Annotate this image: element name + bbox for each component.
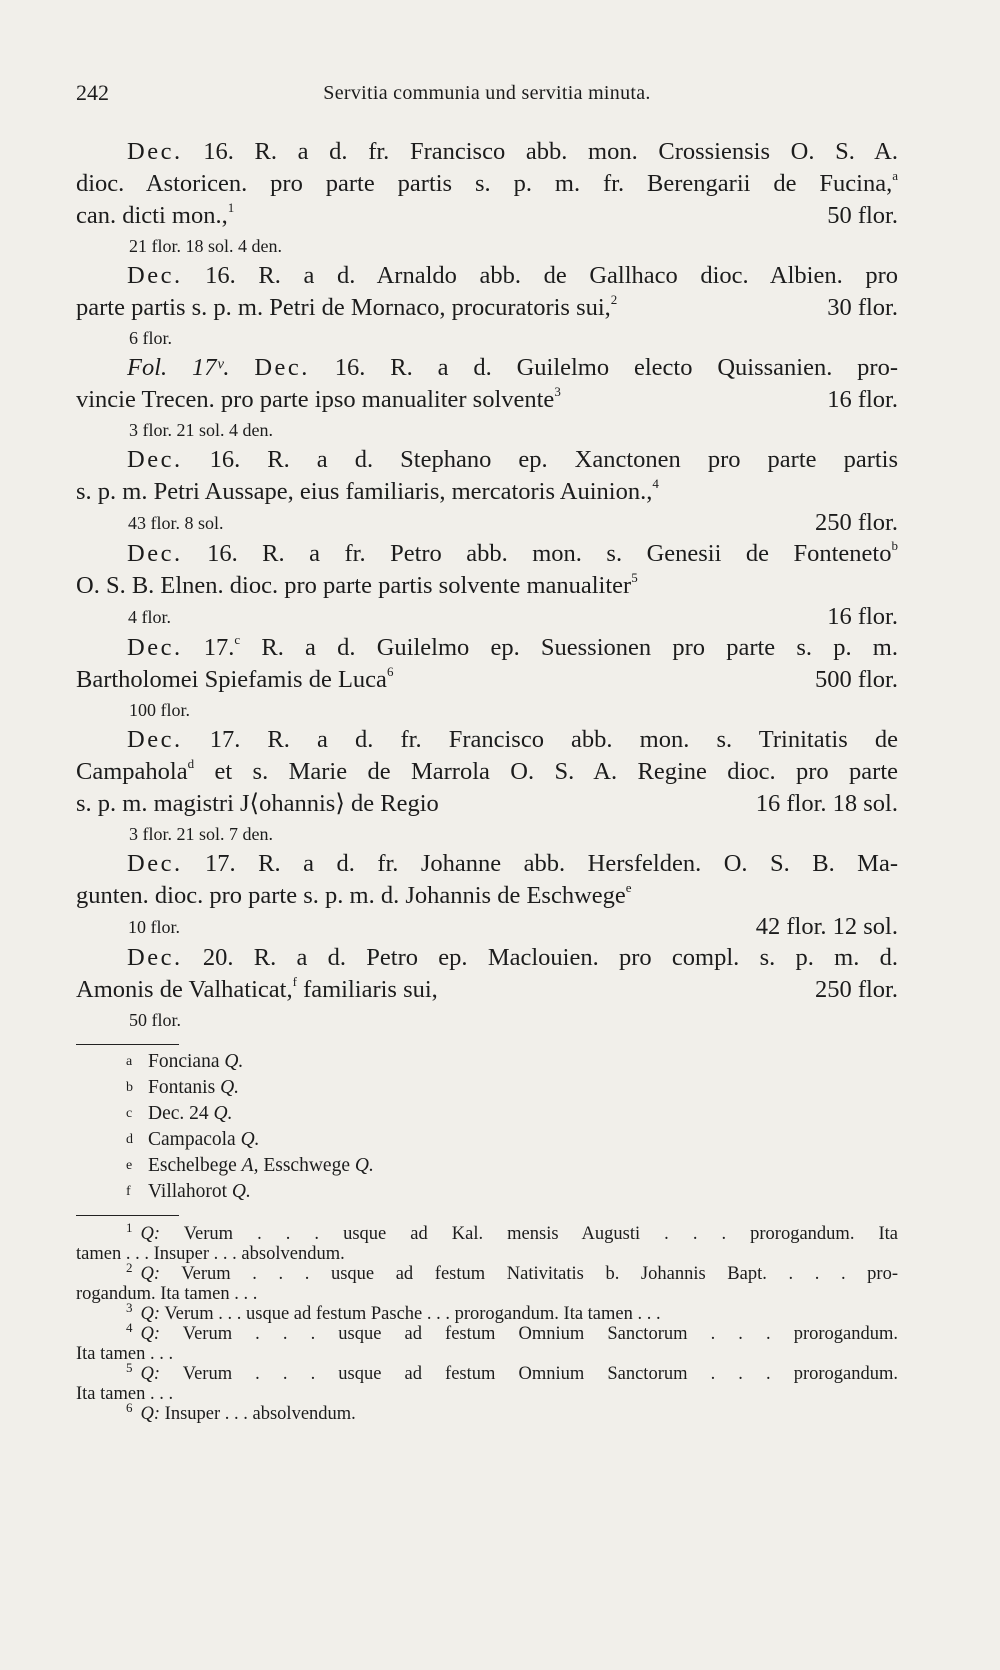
note-marker: 5 xyxy=(631,569,638,585)
entry-line xyxy=(76,664,898,696)
footnote-line xyxy=(76,1219,898,1244)
apparatus-reading: Villahorot xyxy=(148,1181,232,1202)
entry xyxy=(76,942,898,1034)
apparatus-entry xyxy=(76,1127,898,1153)
manuscript-siglum: Q: xyxy=(140,1324,161,1344)
footnote-number: 1 xyxy=(126,1219,133,1235)
entry-date: Dec. xyxy=(127,138,183,165)
entry-line-text xyxy=(76,974,438,1006)
entry xyxy=(76,260,898,352)
entry xyxy=(76,538,898,632)
entry-line xyxy=(76,974,898,1006)
entry-line xyxy=(76,942,898,974)
entry-line xyxy=(76,788,898,820)
footnote-text: tamen . . . Insuper . . . absolvendum. xyxy=(76,1244,345,1264)
entry-text: s. p. m. magistri J⟨ohannis⟩ de Regio xyxy=(76,790,439,817)
entry xyxy=(76,444,898,538)
entry-line xyxy=(76,260,898,292)
minutum-amount: 10 flor. xyxy=(128,917,180,937)
page-number: 242 xyxy=(76,80,109,105)
folio-reference: Fol. 17ᵛ. xyxy=(127,354,230,381)
apparatus-marker: d xyxy=(187,755,195,771)
minutum-amount: 100 flor. xyxy=(129,700,190,720)
footnote-line xyxy=(76,1284,898,1304)
footnote-number: 6 xyxy=(126,1399,133,1415)
entry xyxy=(76,848,898,942)
entry-text: et s. Marie de Marrola O. S. A. Regine dioc. pro parte xyxy=(194,758,898,785)
entry-text: 17. R. a d. fr. Johanne abb. Hersfelden. O. S. B. Ma- xyxy=(182,850,898,877)
footnote-line xyxy=(76,1319,898,1344)
manuscript-siglum: Q. xyxy=(220,1077,240,1098)
entry-line xyxy=(76,476,898,508)
entry-text: 16. R. a d. Stephano ep. Xanctonen pro parte partis xyxy=(182,446,898,473)
entry-date: Dec. xyxy=(254,354,310,381)
manuscript-siglum: A, xyxy=(241,1155,259,1176)
footnote-line xyxy=(76,1259,898,1284)
entry-text: 16. R. a fr. Petro abb. mon. s. Genesii de Fonteneto xyxy=(182,540,892,567)
entry-line xyxy=(76,538,898,570)
apparatus-rule xyxy=(76,1044,179,1045)
footnote-number: 4 xyxy=(126,1319,133,1335)
entry-line xyxy=(76,756,898,788)
apparatus-sigil: d xyxy=(126,1132,133,1147)
minutum-line xyxy=(76,912,898,942)
apparatus-reading: Fontanis xyxy=(148,1077,221,1098)
entry-text: can. dicti mon., xyxy=(76,202,228,229)
note-marker: 2 xyxy=(610,291,618,307)
servitium-amount: 250 flor. xyxy=(814,509,898,536)
entry-date: Dec. xyxy=(127,446,183,473)
minutum-amount: 50 flor. xyxy=(129,1010,181,1030)
apparatus-entry xyxy=(76,1101,898,1127)
entry-line-text xyxy=(76,664,393,696)
entry-line xyxy=(76,200,898,232)
footnote-line xyxy=(76,1384,898,1404)
servitium-amount: 30 flor. xyxy=(827,294,898,321)
minutum-amount: 3 flor. 21 sol. 4 den. xyxy=(129,420,273,440)
manuscript-siglum: Q: xyxy=(140,1304,161,1324)
entry-line xyxy=(76,724,898,756)
minutum-amount: 21 flor. 18 sol. 4 den. xyxy=(129,236,282,256)
manuscript-siglum: Q. xyxy=(240,1129,260,1150)
entry xyxy=(76,724,898,848)
servitium-amount: 16 flor. xyxy=(827,386,898,413)
manuscript-siglum: Q. xyxy=(354,1155,374,1176)
note-marker: 6 xyxy=(386,663,394,679)
apparatus-sigil: b xyxy=(126,1080,133,1095)
entry-line xyxy=(76,848,898,880)
footnote-number: 5 xyxy=(126,1359,133,1375)
footnote-text: Verum . . . usque ad festum Nativitatis b. Johannis Bapt. . . . pro- xyxy=(160,1264,898,1284)
servitium-amount: 250 flor. xyxy=(814,976,898,1003)
manuscript-siglum: Q. xyxy=(231,1181,251,1202)
note-marker: 3 xyxy=(554,383,561,399)
entry-date: Dec. xyxy=(127,944,183,971)
minutum-line xyxy=(76,602,898,632)
note-marker: b xyxy=(891,537,898,553)
entry-text: s. p. m. Petri Aussape, eius familiaris, mercatoris Auinion., xyxy=(76,478,653,505)
footnote-line xyxy=(76,1399,898,1424)
entry-date: Dec. xyxy=(127,262,183,289)
note-marker: 1 xyxy=(227,199,235,215)
critical-apparatus xyxy=(76,1049,898,1205)
minutum-amount: 3 flor. 21 sol. 7 den. xyxy=(129,824,273,844)
servitium-amount: 16 flor. xyxy=(827,603,898,630)
entry-line xyxy=(76,352,898,384)
entry-text: Bartholomei Spiefamis de Luca xyxy=(76,666,387,693)
entry-text: vincie Trecen. pro parte ipso manualiter solvente xyxy=(76,386,555,413)
apparatus-sigil: e xyxy=(126,1158,133,1173)
footnote-text: Ita tamen . . . xyxy=(76,1384,174,1404)
entry-text: Amonis de Valhaticat, xyxy=(76,976,293,1003)
entry-text: gunten. dioc. pro parte s. p. m. d. Johannis de Eschwege xyxy=(76,882,626,909)
page-body xyxy=(76,136,898,1424)
entry-text: parte partis s. p. m. Petri de Mornaco, procuratoris sui, xyxy=(76,294,611,321)
apparatus-entry xyxy=(76,1075,898,1101)
servitium-amount: 500 flor. xyxy=(814,666,898,693)
apparatus-marker: f xyxy=(292,973,297,989)
entry-line xyxy=(76,444,898,476)
manuscript-siglum: Q: xyxy=(140,1224,161,1244)
entry-text: dioc. Astoricen. pro parte partis s. p. m. fr. Berengarii de Fucina, xyxy=(76,170,893,197)
apparatus-sigil: a xyxy=(126,1054,133,1069)
servitium-amount: 50 flor. xyxy=(827,202,898,229)
footnote-text: rogandum. Ita tamen . . . xyxy=(76,1284,258,1304)
entry-line-text xyxy=(76,200,234,232)
manuscript-siglum: Q: xyxy=(140,1364,161,1384)
footnote-line xyxy=(76,1359,898,1384)
entry-text: 20. R. a d. Petro ep. Maclouien. pro compl. s. p. m. d. xyxy=(182,944,898,971)
note-marker: 4 xyxy=(652,475,659,491)
entry-line xyxy=(76,292,898,324)
servitium-amount: 16 flor. 18 sol. xyxy=(755,790,898,817)
manuscript-siglum: Q: xyxy=(140,1264,161,1284)
footnote-text: Verum . . . usque ad festum Omnium Sanctorum . . . prorogandum. xyxy=(160,1324,898,1344)
entry-date: Dec. xyxy=(127,850,183,877)
entry-line xyxy=(76,136,898,168)
apparatus-entry xyxy=(76,1179,898,1205)
apparatus-reading: Eschelbege xyxy=(148,1155,242,1176)
running-title: Servitia communia und servitia minuta. xyxy=(323,82,651,104)
entry-line xyxy=(76,384,898,416)
footnote-rule xyxy=(76,1215,179,1216)
entry-text: R. a d. Guilelmo ep. Suessionen pro parte s. p. m. xyxy=(240,634,898,661)
apparatus-marker: c xyxy=(234,631,241,647)
entry-date: Dec. xyxy=(127,634,183,661)
servitium-amount: 42 flor. 12 sol. xyxy=(755,913,898,940)
note-marker: e xyxy=(625,879,632,895)
footnote-text: Insuper . . . absolvendum. xyxy=(160,1404,356,1424)
footnote-text: Verum . . . usque ad festum Pasche . . . prorogandum. Ita tamen . . . xyxy=(160,1304,661,1324)
apparatus-reading: Esschwege xyxy=(258,1155,355,1176)
entry-text: Campahola xyxy=(76,758,188,785)
footnote-text: Ita tamen . . . xyxy=(76,1344,174,1364)
footnote-text: Verum . . . usque ad festum Omnium Sanctorum . . . prorogandum. xyxy=(160,1364,898,1384)
minutum-amount: 43 flor. 8 sol. xyxy=(128,513,224,533)
entry-line xyxy=(76,570,898,602)
entry-text: 16. R. a d. Guilelmo electo Quissanien. pro- xyxy=(309,354,898,381)
entry-date: Dec. xyxy=(127,540,183,567)
footnote-number: 3 xyxy=(126,1299,133,1315)
entry-text: 16. R. a d. Arnaldo abb. de Gallhaco dioc. Albien. pro xyxy=(182,262,898,289)
entry-line xyxy=(76,880,898,912)
entry-text: O. S. B. Elnen. dioc. pro parte partis solvente manualiter xyxy=(76,572,632,599)
manuscript-siglum: Q. xyxy=(224,1051,244,1072)
entry-line-text xyxy=(76,292,617,324)
apparatus-reading: Dec. 24 xyxy=(148,1103,214,1124)
entry-text: 17. xyxy=(182,634,235,661)
entry xyxy=(76,352,898,444)
manuscript-siglum: Q: xyxy=(140,1404,161,1424)
entry-line xyxy=(76,168,898,200)
entry-text: 16. R. a d. fr. Francisco abb. mon. Crossiensis O. S. A. xyxy=(182,138,898,165)
entry-text: familiaris sui, xyxy=(296,976,438,1003)
entry xyxy=(76,632,898,724)
entry-line xyxy=(76,632,898,664)
apparatus-entry xyxy=(76,1153,898,1179)
footnote-line xyxy=(76,1244,898,1264)
footnote-line xyxy=(76,1299,898,1324)
apparatus-entry xyxy=(76,1049,898,1075)
apparatus-reading: Campacola xyxy=(148,1129,241,1150)
entry-line-text xyxy=(76,384,561,416)
footnote-line xyxy=(76,1344,898,1364)
footnotes xyxy=(76,1219,898,1424)
entry-text: 17. R. a d. fr. Francisco abb. mon. s. Trinitatis de xyxy=(182,726,898,753)
entry xyxy=(76,136,898,260)
page-header xyxy=(76,80,898,110)
apparatus-sigil: c xyxy=(126,1106,133,1121)
minutum-amount: 4 flor. xyxy=(128,607,171,627)
note-marker: a xyxy=(892,167,898,183)
footnote-number: 2 xyxy=(126,1259,133,1275)
apparatus-reading: Fonciana xyxy=(148,1051,225,1072)
minutum-amount: 6 flor. xyxy=(129,328,172,348)
manuscript-siglum: Q. xyxy=(213,1103,233,1124)
entry-list xyxy=(76,136,898,1034)
apparatus-sigil: f xyxy=(126,1184,131,1199)
minutum-line xyxy=(76,508,898,538)
entry-date: Dec. xyxy=(127,726,183,753)
entry-line-text xyxy=(76,788,439,820)
footnote-text: Verum . . . usque ad Kal. mensis Augusti . . . prorogandum. Ita xyxy=(160,1224,898,1244)
